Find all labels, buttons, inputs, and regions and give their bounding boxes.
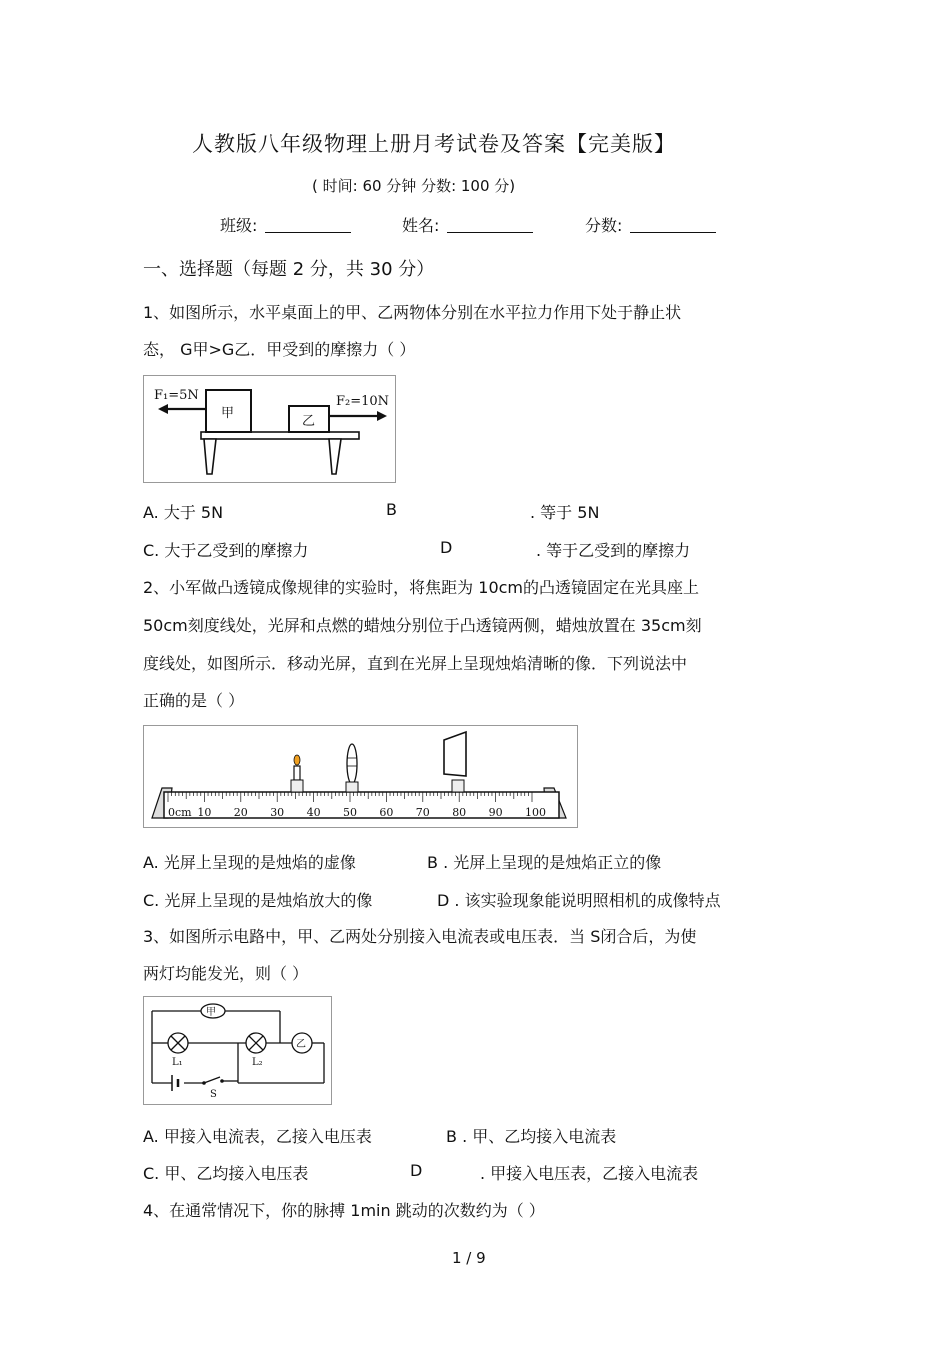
score-field — [585, 213, 716, 236]
q2-stem-line3: 度线处，如图所示．移动光屏，直到在光屏上呈现烛焰清晰的像．下列说法中 — [143, 654, 688, 673]
q4-stem-line1: 4、在通常情况下，你的脉搏 1min 跳动的次数约为（ ） — [143, 1201, 545, 1220]
class-label: 班级: — [220, 216, 258, 235]
page-title: 人教版八年级物理上册月考试卷及答案【完美版】 — [192, 132, 676, 156]
score-blank — [630, 218, 716, 233]
class-blank — [265, 218, 351, 233]
q3-option-c: C. 甲、乙均接入电压表 — [143, 1164, 309, 1183]
ruler-tick-label: 70 — [415, 806, 430, 819]
ruler-tick-label: 30 — [270, 806, 285, 819]
q1-option-d: . 等于乙受到的摩擦力 — [536, 541, 691, 560]
ruler-tick-label: 80 — [452, 806, 467, 819]
q3-figure-circuit — [143, 996, 332, 1105]
q3-option-d: . 甲接入电压表，乙接入电流表 — [480, 1164, 699, 1183]
q3-option-a: A. 甲接入电流表，乙接入电压表 — [143, 1127, 372, 1146]
q1-option-a: A. 大于 5N — [143, 503, 224, 522]
ruler-tick-label: 20 — [233, 806, 248, 819]
q2-stem-line2: 50cm刻度线处，光屏和点燃的蜡烛分别位于凸透镜两侧，蜡烛放置在 35cm刻 — [143, 616, 702, 635]
exam-time-score: ( 时间: 60 分钟 分数: 100 分) — [312, 177, 516, 195]
q2-option-d: D . 该实验现象能说明照相机的成像特点 — [437, 891, 721, 910]
q2-option-c: C. 光屏上呈现的是烛焰放大的像 — [143, 891, 373, 910]
q1-option-b: . 等于 5N — [530, 503, 600, 522]
q2-stem-line4: 正确的是（ ） — [143, 691, 245, 710]
q1-option-d-letter: D — [440, 538, 453, 557]
ruler-tick-label: 50 — [343, 806, 357, 819]
q1-stem-line2: 态， G甲>G乙．甲受到的摩擦力（ ） — [143, 340, 416, 359]
meter-a-label: 甲 — [206, 1007, 216, 1018]
ruler-tick-label: 60 — [379, 806, 394, 819]
q2-option-b: B . 光屏上呈现的是烛焰正立的像 — [427, 853, 662, 872]
force-f1-label: F₁=5N — [154, 388, 199, 403]
switch-label: S — [210, 1089, 217, 1100]
q1-figure-table — [143, 375, 396, 483]
class-field — [220, 213, 351, 236]
q3-option-b: B . 甲、乙均接入电流表 — [446, 1127, 617, 1146]
score-label: 分数: — [585, 216, 623, 235]
section-heading: 一、选择题（每题 2 分，共 30 分） — [143, 259, 435, 280]
meter-b-label: 乙 — [296, 1039, 306, 1050]
q1-option-c: C. 大于乙受到的摩擦力 — [143, 541, 309, 560]
ruler-tick-label: 10 — [197, 806, 212, 819]
q3-stem-line2: 两灯均能发光，则（ ） — [143, 964, 309, 983]
q2-figure-optical-bench — [143, 725, 578, 828]
force-f2-label: F₂=10N — [336, 394, 390, 409]
q2-option-a: A. 光屏上呈现的是烛焰的虚像 — [143, 853, 356, 872]
lamp-l2-label: L₂ — [252, 1057, 263, 1068]
name-blank — [447, 218, 533, 233]
ruler-tick-label: 0cm — [168, 806, 192, 819]
ruler-tick-label: 40 — [306, 806, 321, 819]
page-number: 1 / 9 — [452, 1249, 486, 1267]
lamp-l1-label: L₁ — [172, 1057, 183, 1068]
name-label: 姓名: — [402, 216, 440, 235]
ruler-tick-label: 100 — [525, 806, 546, 819]
name-field — [402, 213, 533, 236]
q1-stem-line1: 1、如图所示，水平桌面上的甲、乙两物体分别在水平拉力作用下处于静止状 — [143, 303, 682, 322]
q3-option-d-letter: D — [410, 1161, 423, 1180]
q1-option-b-letter: B — [386, 500, 397, 519]
block-a-label: 甲 — [221, 406, 235, 421]
q2-stem-line1: 2、小军做凸透镜成像规律的实验时，将焦距为 10cm的凸透镜固定在光具座上 — [143, 578, 700, 597]
block-b-label: 乙 — [302, 414, 316, 429]
ruler-tick-label: 90 — [488, 806, 503, 819]
q3-stem-line1: 3、如图所示电路中，甲、乙两处分别接入电流表或电压表．当 S闭合后，为使 — [143, 927, 697, 946]
